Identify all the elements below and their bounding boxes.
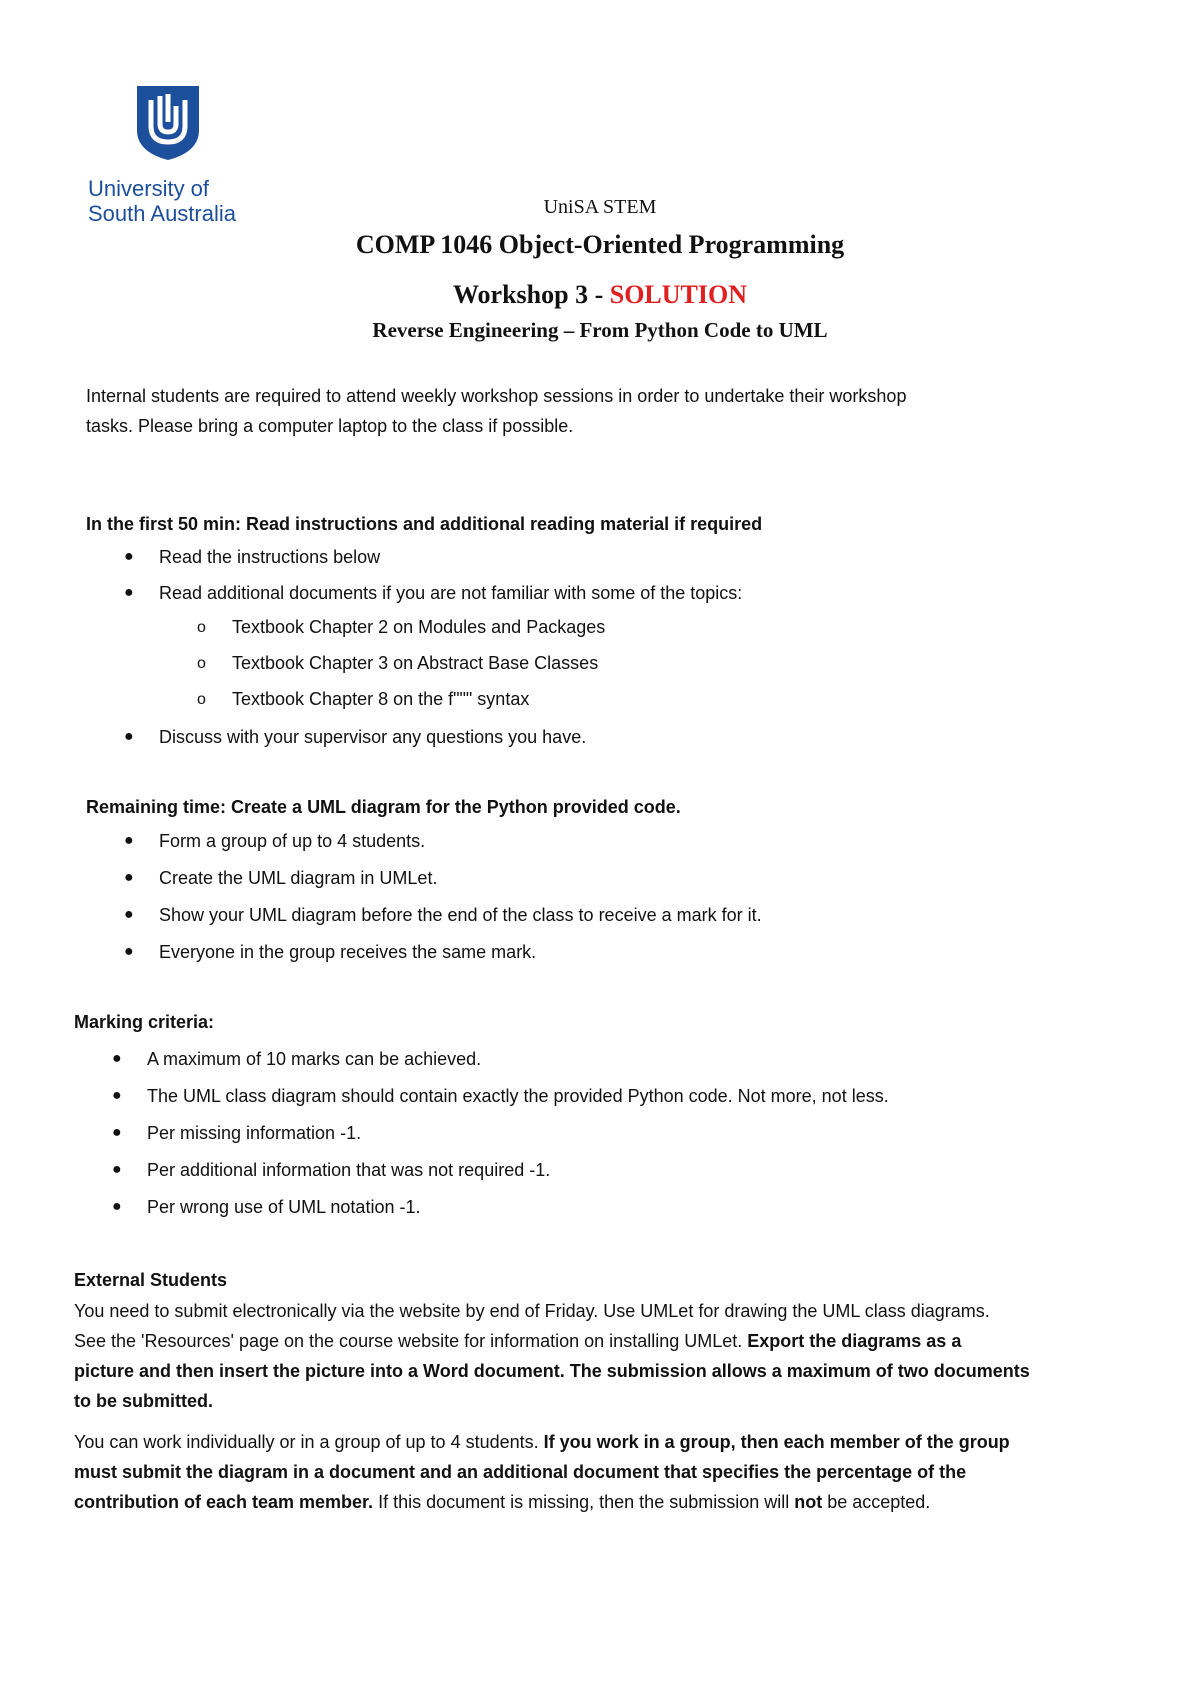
intro-line-1: Internal students are required to attend weekly workshop sessions in order to undertake their workshop (86, 386, 907, 406)
intro-paragraph (86, 381, 1146, 441)
external-paragraph-1 (74, 1296, 1134, 1416)
sub-list-item: Textbook Chapter 3 on Abstract Base Classes (232, 653, 599, 673)
external-heading: External Students (74, 1270, 228, 1290)
list-item: Read additional documents if you are not familiar with some of the topics: (159, 583, 743, 603)
bullet-icon: ● (112, 1124, 122, 1141)
bullet-icon: ● (112, 1161, 122, 1178)
bold-text: to be submitted. (74, 1391, 213, 1411)
unit-name: UniSA STEM (543, 196, 657, 218)
list-item: A maximum of 10 marks can be achieved. (147, 1049, 482, 1069)
list-item: Form a group of up to 4 students. (159, 831, 426, 851)
text-span: See the 'Resources' page on the course website for information on installing UMLet. (74, 1331, 748, 1351)
text-line (74, 1457, 1134, 1487)
sub-bullet-icon: o (197, 655, 206, 672)
bold-text: must submit the diagram in a document and an additional document that specifies the percentage of the (74, 1462, 967, 1482)
bullet-icon: ● (124, 869, 134, 886)
text-line (74, 1356, 1134, 1386)
sub-list-item: Textbook Chapter 8 on the f""" syntax (232, 689, 530, 709)
text-line (74, 1487, 1134, 1517)
text-line: You need to submit electronically via the website by end of Friday. Use UMLet for drawing the UML class diagrams. (74, 1301, 990, 1321)
workshop-prefix: Workshop 3 - (452, 280, 610, 309)
sub-bullet-icon: o (197, 691, 206, 708)
bold-text: Export the diagrams as a (747, 1331, 962, 1351)
course-title: COMP 1046 Object-Oriented Programming (355, 230, 845, 259)
bold-text: not (794, 1492, 823, 1512)
bullet-icon: ● (124, 943, 134, 960)
list-item: Discuss with your supervisor any questions you have. (159, 727, 587, 747)
list-item: Per missing information -1. (147, 1123, 362, 1143)
text-line (74, 1427, 1134, 1457)
bullet-icon: ● (112, 1198, 122, 1215)
list-item: Per wrong use of UML notation -1. (147, 1197, 421, 1217)
text-line (74, 1386, 1134, 1416)
bullet-icon: ● (124, 906, 134, 923)
remaining-heading: Remaining time: Create a UML diagram for the Python provided code. (86, 797, 681, 817)
solution-label: SOLUTION (609, 280, 748, 309)
logo-line-1: University of (88, 176, 210, 201)
first50-heading: In the first 50 min: Read instructions and additional reading material if required (86, 514, 763, 534)
list-item: Per additional information that was not required -1. (147, 1160, 551, 1180)
external-paragraph-2 (74, 1427, 1134, 1517)
marking-heading: Marking criteria: (74, 1012, 215, 1032)
workshop-title (0, 280, 1200, 310)
bullet-icon: ● (124, 832, 134, 849)
intro-line-2: tasks. Please bring a computer laptop to the class if possible. (86, 416, 574, 436)
list-item: Everyone in the group receives the same mark. (159, 942, 537, 962)
list-item: Create the UML diagram in UMLet. (159, 868, 438, 888)
text-span: be accepted. (822, 1492, 931, 1512)
sub-bullet-icon: o (197, 619, 206, 636)
bullet-icon: ● (124, 728, 134, 745)
list-item: Read the instructions below (159, 547, 381, 567)
list-item: The UML class diagram should contain exactly the provided Python code. Not more, not less. (147, 1086, 889, 1106)
bold-text: picture and then insert the picture into a Word document. The submission allows a maximum of two documents (74, 1361, 1030, 1381)
bold-text: If you work in a group, then each member of the group (543, 1432, 1010, 1452)
text-span: You can work individually or in a group of up to 4 students. (74, 1432, 544, 1452)
logo-line-2: South Australia (88, 201, 236, 226)
bullet-icon: ● (124, 584, 134, 601)
unisa-shield-icon (137, 86, 199, 160)
workshop-subtitle: Reverse Engineering – From Python Code to UML (372, 318, 828, 342)
bullet-icon: ● (112, 1087, 122, 1104)
text-line (74, 1326, 1134, 1356)
bullet-icon: ● (112, 1050, 122, 1067)
sub-list-item: Textbook Chapter 2 on Modules and Packages (232, 617, 606, 637)
bold-text: contribution of each team member. (74, 1492, 374, 1512)
list-item: Show your UML diagram before the end of the class to receive a mark for it. (159, 905, 762, 925)
bullet-icon: ● (124, 548, 134, 565)
text-span: If this document is missing, then the submission will (373, 1492, 795, 1512)
